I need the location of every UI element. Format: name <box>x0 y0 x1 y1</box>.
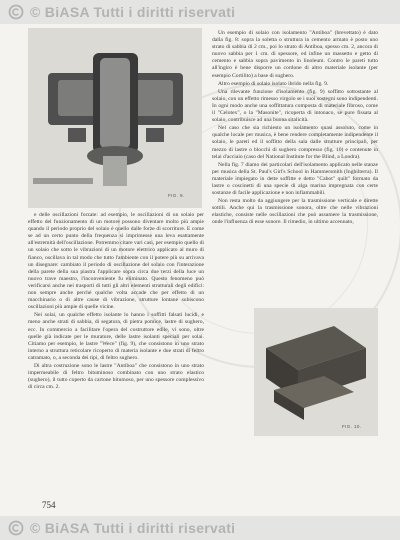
paragraph: Nella fig. 7 diamo dei particolari dell'isolamento applicato nelle stanze per musica della St. Paul's Girl's School in Hammersmith (Inghilterra). Il materiale impiegato in dette soffitte e detto "Cabot" quilt" formato da lastre o coscinetti di una specie di alga marina impregnata con certe sostanze di facile applicazione e non infiammabili. <box>212 161 378 197</box>
right-text-column <box>212 30 378 228</box>
copyright-icon <box>8 520 24 536</box>
paragraph: Altro esempio di solaio isolato ibrido nella fig. 9. <box>218 80 329 87</box>
paragraph: Nei solai, un qualche effetto isolante lo hanno i soffitti falsati lucidi, e meno anche strati di sabbia, di segatura, di pietra pomice, lastre di sughero, ecc. In commercio a facilitare l'opera del costruttore edile, vi sono, oltre quelle già indicate per le murature, delle lastre isolanti speciali per solai. Citiamo per esempio, le lastre "Wece" (fig. 9), che consistono in uno strato interno a struttura reticolare ricoperto di materia isolante e due strati di feltro catramato, o, a seconda dei tipi, di feltro sughero. <box>28 312 204 361</box>
figure-10-photo <box>254 308 378 436</box>
copyright-icon <box>8 4 24 20</box>
cork-blocks-illustration <box>254 308 378 436</box>
copyright-banner-top <box>0 0 400 24</box>
paragraph: Nel caso che sia richiesto un isolamento quasi assoluto, come in qualche locale per musica, è bene rendere completamente indipendente il solaio, le pareti ed il soffitto della sala dalle strutture principali, per mezzo di lastre o blocchi di sughero compresso (fig. 10) e contenute in telai d'acciaio (caso del National Institute for the Blind, a Londra). <box>212 125 378 160</box>
pipe-fitting-illustration <box>28 28 202 208</box>
copyright-banner-bottom <box>0 516 400 540</box>
left-text-column <box>28 212 204 392</box>
copyright-banner-text: © BiASA Tutti i diritti riservati <box>30 520 236 536</box>
figure-10-caption: FIG. 10. <box>342 424 362 429</box>
paragraph: Di altra costruzione sono le lastre "Antiboa" che consistono in uno strato impermeabile di feltro bituminoso combinato con uno strato elastico (sughero), il tutto coperto da cartone bitumoso, per uno spessore complessivo di circa cm. 2. <box>28 362 204 391</box>
paragraph: Non resta molto da aggiungere per la trasmissione verticale e dirette sottili. Anche qui la trasmissione sonora, oltre che nelle vibrazioni elastiche, consiste nelle oscillazioni che può assumere la trasmissione, onde l'influenza di esse sonore. Il rimedio, in ultimo accennato, <box>212 198 378 226</box>
figure-9-caption: FIG. 9. <box>168 193 185 198</box>
figure-9-photo <box>28 28 202 208</box>
paragraph: Una rilevante funzione d'isolamento (fig. 9) soffitto sottostante al solaio, con un effetto rimesso virgolo se i suoi sostegni sono indipendenti. In ogni modo anche una soffittatura composta di materiale fibroso, come il "Celotex", o la "Masonite", ricoperta di intonaco, se pure fissata al solaio, contribuisce ad una buona sitalicità. <box>212 88 378 124</box>
copyright-banner-text: © BiASA Tutti i diritti riservati <box>30 4 236 20</box>
page-number: 754 <box>42 500 56 510</box>
scanned-page <box>0 24 400 516</box>
paragraph: e delle oscillazioni forzate: ad esempio, le oscillazioni di un solaio per effetto del funzionamento di un motore possono diventare molto più ampie quando il periodo proprio del solaio è quello dalle forze di scorriture. E come se ad un certo punto della frequenza si imprimesse una leva esattamente all'estremità dell'oscillazione. Potremmo citare vari casi, per esempio quello di un solaio che sotto le vibrazioni di un motore elettrico applicato al muro di fianco, oscillava in tal modo che tutto l'ambiente con il potere più su arrivava un disegnare: cambiato il periodo di oscillazione del solaio con l'interazione della parete della sua piastra l'applicare sopra circa due terzi della luce un nuovo trave maestro, l'inconveniente fu eliminato. Questo fenomeno può verificarsi anche nei trasporti di tutti gli altri elementi strutturali degli edifici: non sempre anche perché qualche volta accade che per effetto di un macchinario o di altre cause di vibrazione, strutture lontane subiscono oscillazioni più ampie di quelle vicine. <box>28 212 204 311</box>
paragraph: Un esempio di solaio con isolamento "Antiboa" (brevettato) è dato dalla fig. 8: sopra la soletta o struttura in cemento armato è posto uno strato di sabbia di 2 cm., poi lo strato di Antiboa, spesso cm. 2, ancora di nuovo sabbia per 1 cm. di spessore, ed infine un massetto e getto di cemento e sabbia sopra pavimento in linoleum. Contro le pareti tutto all'ingiro è bene disporre un cordone di altro materiale isolante (per esempio Cortilito) a base di sughero. <box>212 30 378 79</box>
